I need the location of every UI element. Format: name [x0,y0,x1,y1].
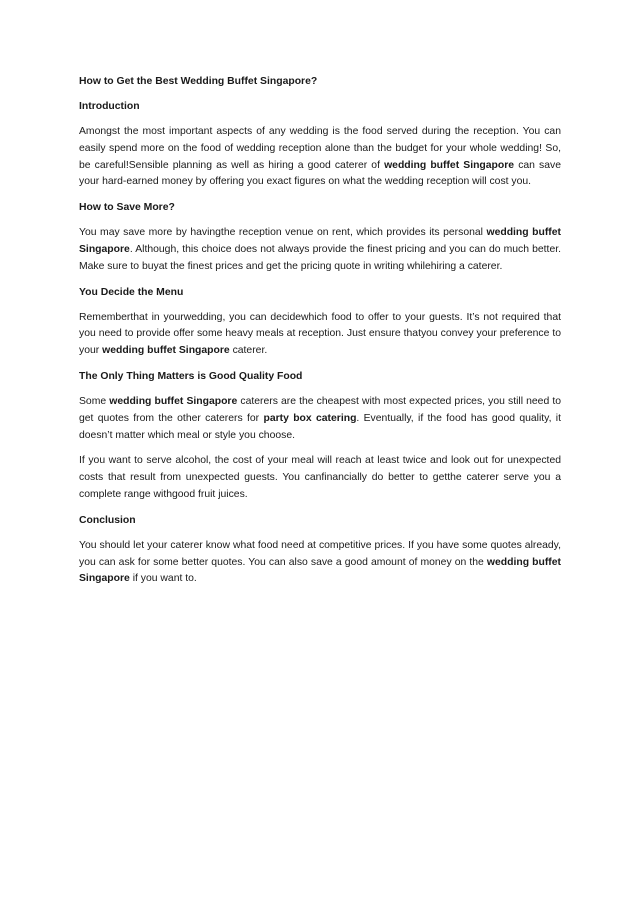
bold-keyword: wedding buffet Singapore [109,395,238,407]
section-heading: The Only Thing Matters is Good Quality Food [79,370,303,382]
text-run: Some [79,395,110,407]
bold-keyword: wedding buffet Singapore [384,159,515,171]
body-paragraph [79,538,561,588]
body-paragraph [79,124,561,191]
text-run: caterer. [229,345,268,357]
document-page [79,74,561,597]
text-run: Rememberthat in yourwedding, you can decidewhich food to offer to your guests. It’s not required that you need to provide offer some heavy meals at reception. Just ensure thatyou convey your preference to your [79,311,561,357]
text-run: You should let your caterer know what food need at competitive prices. If you have some quotes already, you can ask for some better quotes. You can also save a good amount of money on the [79,539,561,568]
section-heading: How to Save More? [79,202,175,214]
text-run: You may save more by havingthe reception venue on rent, which provides its personal [79,227,487,239]
bold-keyword: wedding buffet Singapore [79,556,561,585]
section-heading: Introduction [79,101,140,112]
bold-keyword: wedding buffet Singapore [79,227,561,255]
section-heading: You Decide the Menu [79,286,184,298]
text-run: If you want to serve alcohol, the cost of your meal will reach at least twice and look out for unexpected costs that result from unexpected guests. You canfinancially do better to getthe caterer serve you a complete range withgood fruit juices. [79,455,561,500]
body-paragraph [79,310,561,360]
bold-keyword: wedding buffet Singapore [102,345,230,357]
text-run: . Eventually, if the food has good quality, it doesn’t matter which meal or style you choose. [79,412,562,441]
section-heading: Conclusion [79,514,136,526]
document-body [79,99,561,588]
text-run: if you want to. [129,573,197,585]
text-run: Amongst the most important aspects of any wedding is the food served during the reception. You can easily spend more on the food of wedding reception alone than the budget for your whole wedding! So, be careful!Sensible planning as well as hiring a good caterer of [79,126,561,171]
document-title: How to Get the Best Wedding Buffet Singapore? [79,76,318,87]
text-run: can save your hard-earned money by offering you exact figures on what the wedding reception will cost you. [79,159,561,188]
body-paragraph [79,394,561,444]
text-run: . Although, this choice does not always provide the finest pricing and you can do much better. Make sure to buyat the finest prices and get the pricing quote in writing whilehiring a caterer. [79,243,561,272]
body-paragraph [79,225,561,275]
bold-keyword: party box catering [263,412,357,424]
text-run: caterers are the cheapest with most expected prices, you still need to get quotes from the other caterers for [79,395,561,424]
body-paragraph [79,453,561,503]
